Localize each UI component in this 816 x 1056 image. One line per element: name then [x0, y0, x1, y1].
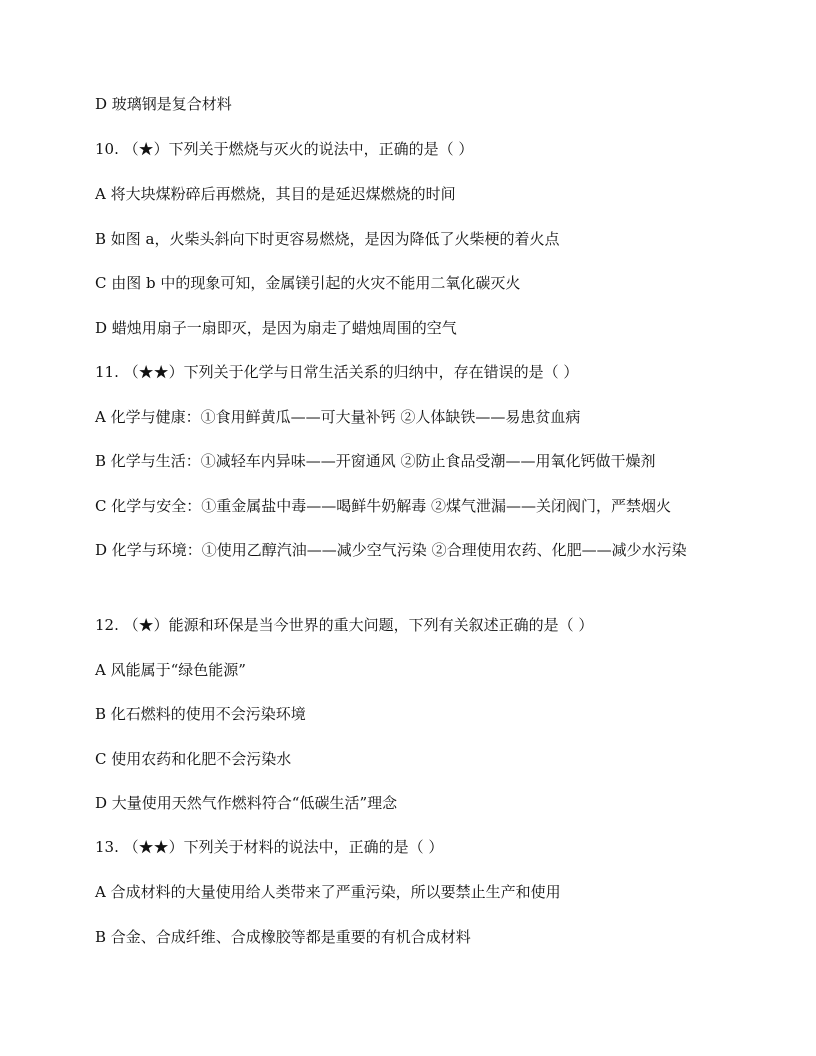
option-9d: D 玻璃钢是复合材料 [95, 95, 232, 113]
option-13b: B 合金、合成纤维、合成橡胶等都是重要的有机合成材料 [95, 928, 471, 946]
option-11a: A 化学与健康：①食用鲜黄瓜——可大量补钙 ②人体缺铁——易患贫血病 [95, 408, 581, 426]
option-10d: D 蜡烛用扇子一扇即灭，是因为扇走了蜡烛周围的空气 [95, 319, 457, 337]
option-10b: B 如图 a，火柴头斜向下时更容易燃烧，是因为降低了火柴梗的着火点 [95, 230, 560, 248]
question-11: 11. （★★）下列关于化学与日常生活关系的归纳中，存在错误的是（ ） [95, 363, 579, 381]
option-12d: D 大量使用天然气作燃料符合“低碳生活”理念 [95, 794, 398, 812]
question-10: 10. （★）下列关于燃烧与灭火的说法中，正确的是（ ） [95, 140, 474, 158]
option-10a: A 将大块煤粉碎后再燃烧，其目的是延迟煤燃烧的时间 [95, 185, 456, 203]
question-12: 12. （★）能源和环保是当今世界的重大问题，下列有关叙述正确的是（ ） [95, 616, 594, 634]
option-11b: B 化学与生活：①减轻车内异味——开窗通风 ②防止食品受潮——用氧化钙做干燥剂 [95, 452, 656, 470]
option-11c: C 化学与安全：①重金属盐中毒——喝鲜牛奶解毒 ②煤气泄漏——关闭阀门，严禁烟火 [95, 497, 672, 515]
option-10c: C 由图 b 中的现象可知，金属镁引起的火灾不能用二氧化碳灭火 [95, 274, 521, 292]
option-11d: D 化学与环境：①使用乙醇汽油——减少空气污染 ②合理使用农药、化肥——减少水污染 [95, 541, 687, 559]
question-13: 13. （★★）下列关于材料的说法中，正确的是（ ） [95, 838, 444, 856]
option-12c: C 使用农药和化肥不会污染水 [95, 750, 292, 768]
option-12a: A 风能属于“绿色能源” [95, 661, 246, 679]
option-12b: B 化石燃料的使用不会污染环境 [95, 705, 306, 723]
option-13a: A 合成材料的大量使用给人类带来了严重污染，所以要禁止生产和使用 [95, 883, 561, 901]
